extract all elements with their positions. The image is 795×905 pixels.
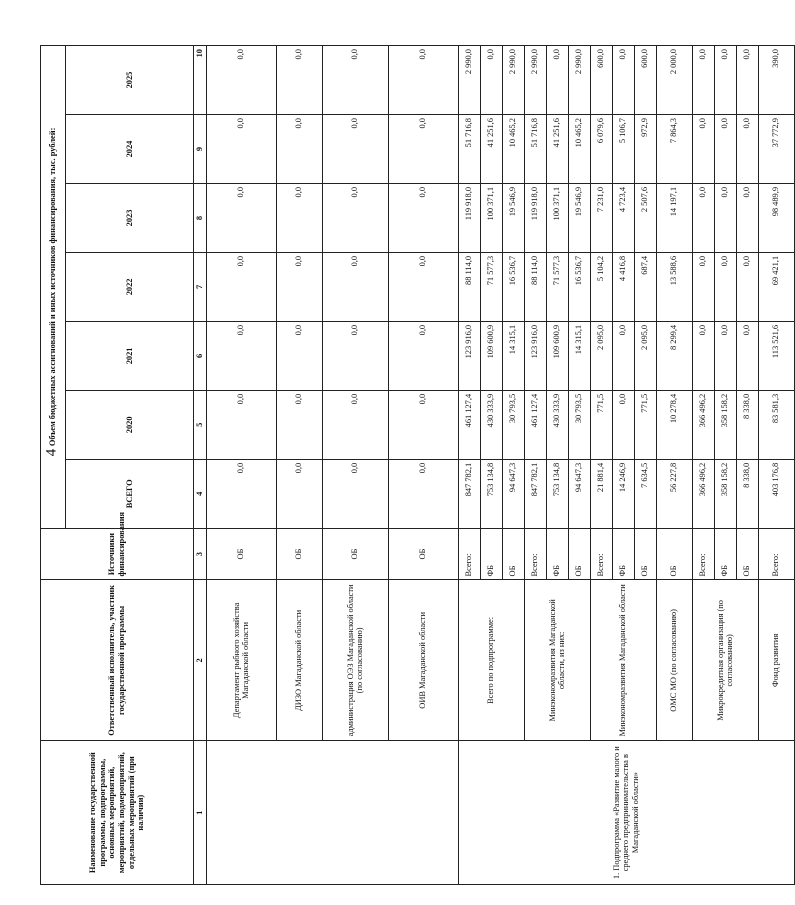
executor-name: Департамент рыбного хозяйства Магаданской области [206,580,276,741]
funding-value: 0,0 [276,321,322,390]
funding-value: 0,0 [692,115,714,184]
funding-value: 56 227,8 [656,459,692,528]
funding-value: 16 536,7 [568,252,590,321]
rotated-document [40,45,781,885]
funding-value: 10 465,2 [502,115,524,184]
funding-value: 430 333,9 [546,390,568,459]
funding-value: 4 723,4 [612,183,634,252]
funding-value: 0,0 [206,459,276,528]
funding-value: 123 916,0 [524,321,546,390]
header-source: Источники финансирования [41,528,194,580]
funding-value: 0,0 [276,183,322,252]
funding-value: 41 251,6 [546,115,568,184]
funding-value: 0,0 [736,321,758,390]
funding-value: 51 716,8 [524,115,546,184]
funding-value: 19 546,9 [568,183,590,252]
funding-value: 94 647,3 [502,459,524,528]
index-cell: 10 [194,46,207,115]
funding-source: ФБ [714,528,736,580]
blank-program-cell [206,741,458,885]
header-row [41,46,66,885]
funding-source: Всего: [758,528,794,580]
funding-value: 123 916,0 [458,321,480,390]
funding-value: 0,0 [692,252,714,321]
funding-value: 88 114,0 [458,252,480,321]
funding-value: 0,0 [276,390,322,459]
funding-value: 71 577,3 [480,252,502,321]
executor-name: ОМС МО (по согласованию) [656,580,692,741]
funding-value: 14 246,9 [612,459,634,528]
index-cell: 6 [194,321,207,390]
funding-value: 109 600,9 [546,321,568,390]
funding-value: 0,0 [736,183,758,252]
index-cell: 9 [194,115,207,184]
header-year: 2023 [66,183,194,252]
funding-source: ОБ [206,528,276,580]
funding-source: ФБ [480,528,502,580]
executor-name: Всего по подпрограмме: [458,580,524,741]
funding-value: 0,0 [692,321,714,390]
funding-value: 0,0 [714,321,736,390]
funding-source: ОБ [502,528,524,580]
executor-name: ОИВ Магаданской области [388,580,458,741]
funding-value: 0,0 [388,252,458,321]
funding-value: 113 521,6 [758,321,794,390]
funding-value: 2 095,0 [634,321,656,390]
funding-value: 8 338,0 [736,459,758,528]
header-year: 2024 [66,115,194,184]
funding-source: ОБ [634,528,656,580]
funding-value: 6 079,6 [590,115,612,184]
funding-value: 0,0 [714,183,736,252]
funding-value: 0,0 [612,390,634,459]
program-row [458,46,480,885]
executor-name: Минэкономразвития Магаданской области [590,580,656,741]
funding-value: 4 416,8 [612,252,634,321]
funding-table [40,45,795,885]
funding-value: 0,0 [714,46,736,115]
funding-value: 7 231,0 [590,183,612,252]
funding-value: 0,0 [322,390,388,459]
funding-source: ОБ [736,528,758,580]
funding-value: 0,0 [388,321,458,390]
funding-value: 30 793,5 [502,390,524,459]
funding-value: 10 465,2 [568,115,590,184]
funding-value: 16 536,7 [502,252,524,321]
index-row [194,46,207,885]
funding-source: ОБ [568,528,590,580]
funding-source: Всего: [524,528,546,580]
funding-value: 88 114,0 [524,252,546,321]
funding-value: 5 104,2 [590,252,612,321]
header-total: ВСЕГО [66,459,194,528]
funding-value: 83 581,3 [758,390,794,459]
funding-value: 71 577,3 [546,252,568,321]
funding-value: 2 990,0 [524,46,546,115]
executor-name: Минэкономразвития Магаданской области, из них: [524,580,590,741]
executor-name: ДИЗО Магаданской области [276,580,322,741]
funding-value: 461 127,4 [524,390,546,459]
funding-value: 0,0 [322,183,388,252]
funding-source: ОБ [656,528,692,580]
funding-value: 0,0 [206,115,276,184]
funding-value: 19 546,9 [502,183,524,252]
funding-value: 2 990,0 [502,46,524,115]
funding-value: 0,0 [612,46,634,115]
funding-value: 847 782,1 [524,459,546,528]
funding-value: 69 421,1 [758,252,794,321]
funding-value: 14 315,1 [568,321,590,390]
funding-value: 358 158,2 [714,390,736,459]
funding-value: 30 793,5 [568,390,590,459]
funding-source: ФБ [612,528,634,580]
funding-value: 0,0 [388,46,458,115]
index-cell: 1 [194,741,207,885]
index-cell: 8 [194,183,207,252]
header-year: 2022 [66,252,194,321]
index-cell: 3 [194,528,207,580]
funding-value: 771,5 [634,390,656,459]
funding-value: 0,0 [388,115,458,184]
index-cell: 4 [194,459,207,528]
funding-value: 14 315,1 [502,321,524,390]
index-cell: 5 [194,390,207,459]
header-year: 2020 [66,390,194,459]
funding-value: 771,5 [590,390,612,459]
funding-value: 0,0 [276,46,322,115]
header-program-name: Наименование государственной программы, подпрограммы, основных мероприятий, мероприятий, подмероприятий, отдельных мероприятий (при наличии) [41,741,194,885]
agency-row [206,46,276,885]
funding-value: 0,0 [322,252,388,321]
funding-value: 14 197,1 [656,183,692,252]
funding-value: 98 489,9 [758,183,794,252]
funding-value: 403 176,8 [758,459,794,528]
funding-value: 0,0 [276,115,322,184]
funding-source: Всего: [590,528,612,580]
funding-value: 847 782,1 [458,459,480,528]
funding-value: 0,0 [388,390,458,459]
funding-value: 0,0 [322,459,388,528]
funding-value: 100 371,1 [480,183,502,252]
funding-source: ФБ [546,528,568,580]
funding-value: 0,0 [736,115,758,184]
funding-value: 13 588,6 [656,252,692,321]
funding-value: 0,0 [736,252,758,321]
funding-source: ОБ [388,528,458,580]
funding-value: 972,9 [634,115,656,184]
funding-value: 0,0 [322,46,388,115]
funding-value: 0,0 [480,46,502,115]
funding-value: 0,0 [206,46,276,115]
index-cell: 7 [194,252,207,321]
funding-value: 0,0 [736,46,758,115]
funding-value: 5 106,7 [612,115,634,184]
funding-value: 0,0 [322,115,388,184]
funding-value: 37 772,9 [758,115,794,184]
funding-value: 21 881,4 [590,459,612,528]
funding-value: 0,0 [206,252,276,321]
funding-value: 358 158,2 [714,459,736,528]
funding-value: 7 864,3 [656,115,692,184]
funding-value: 41 251,6 [480,115,502,184]
funding-value: 8 338,0 [736,390,758,459]
funding-value: 461 127,4 [458,390,480,459]
funding-value: 119 918,0 [458,183,480,252]
funding-value: 0,0 [692,183,714,252]
funding-value: 0,0 [276,459,322,528]
funding-value: 0,0 [276,252,322,321]
funding-value: 687,4 [634,252,656,321]
funding-value: 0,0 [546,46,568,115]
funding-value: 430 333,9 [480,390,502,459]
header-year: 2025 [66,46,194,115]
funding-value: 10 278,4 [656,390,692,459]
funding-value: 0,0 [322,321,388,390]
funding-value: 8 299,4 [656,321,692,390]
funding-value: 109 600,9 [480,321,502,390]
header-year: 2021 [66,321,194,390]
funding-value: 0,0 [388,183,458,252]
funding-value: 0,0 [206,183,276,252]
funding-value: 366 496,2 [692,459,714,528]
funding-value: 2 507,6 [634,183,656,252]
funding-source: ОБ [322,528,388,580]
funding-value: 2 095,0 [590,321,612,390]
funding-value: 0,0 [692,46,714,115]
program-name: 1. Подпрограмма «Развитие малого и среднего предпринимательства в Магаданской области» [458,741,794,885]
funding-value: 600,0 [634,46,656,115]
funding-value: 753 134,8 [546,459,568,528]
funding-source: Всего: [692,528,714,580]
index-cell: 2 [194,580,207,741]
header-executor: Ответственный исполнитель, участник государственной программы [41,580,194,741]
funding-value: 390,0 [758,46,794,115]
funding-value: 0,0 [206,390,276,459]
executor-name: Фонд развития [758,580,794,741]
funding-value: 119 918,0 [524,183,546,252]
funding-value: 753 134,8 [480,459,502,528]
funding-value: 2 000,0 [656,46,692,115]
funding-source: Всего: [458,528,480,580]
funding-value: 51 716,8 [458,115,480,184]
header-funding: Объем бюджетных ассигнований и иных источников финансирования, тыс. рублей: [41,46,66,529]
funding-value: 0,0 [206,321,276,390]
funding-value: 0,0 [714,115,736,184]
funding-value: 94 647,3 [568,459,590,528]
executor-name: Микрокредитная организация (по согласованию) [692,580,758,741]
executor-name: администрация ОЭЗ Магаданской области (по согласованию) [322,580,388,741]
funding-value: 0,0 [612,321,634,390]
funding-value: 2 990,0 [568,46,590,115]
funding-value: 600,0 [590,46,612,115]
funding-value: 366 496,2 [692,390,714,459]
funding-value: 0,0 [388,459,458,528]
funding-value: 7 634,5 [634,459,656,528]
funding-value: 100 371,1 [546,183,568,252]
funding-value: 0,0 [714,252,736,321]
funding-source: ОБ [276,528,322,580]
page-number: 4 [43,448,60,457]
funding-value: 2 990,0 [458,46,480,115]
